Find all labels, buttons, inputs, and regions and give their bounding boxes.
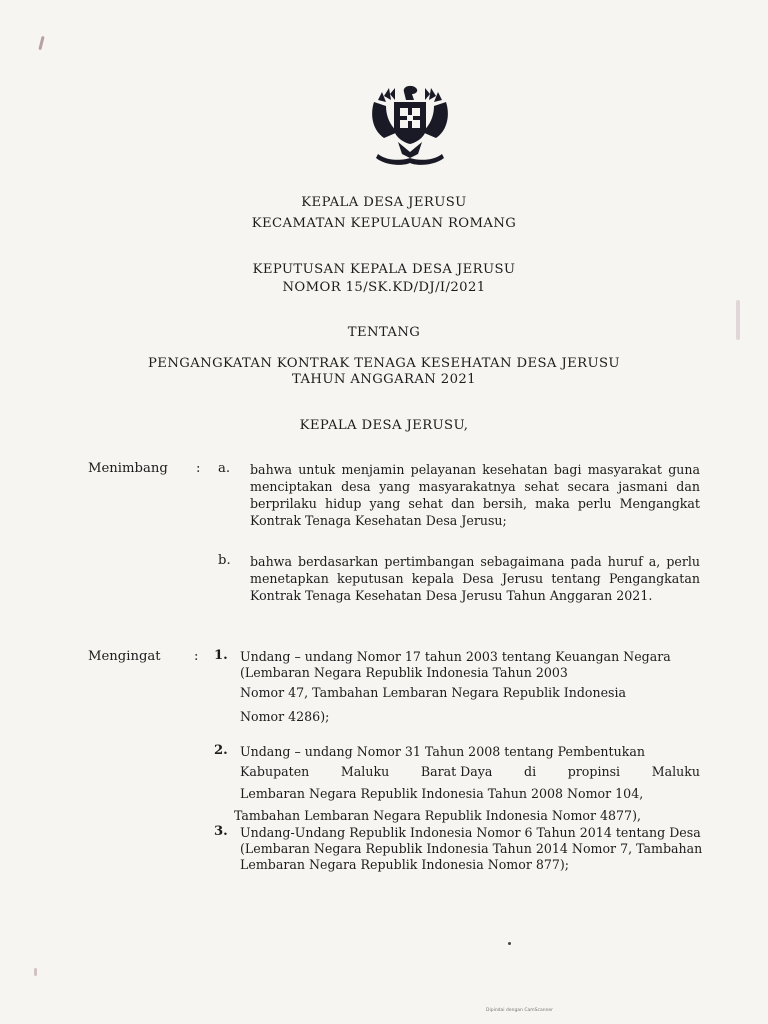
mengingat-3-marker: 3.: [214, 824, 228, 839]
word: Maluku: [651, 764, 700, 779]
word: Kabupaten: [240, 764, 310, 779]
mengingat-2-line-1: Undang – undang Nomor 31 Tahun 2008 tentang Pembentukan: [240, 744, 645, 759]
scan-speck: [508, 942, 511, 945]
mengingat-1-marker: 1.: [214, 648, 228, 663]
menimbang-a-marker: a.: [218, 461, 231, 476]
mengingat-2-line-4: Tambahan Lembaran Negara Republik Indonesia Nomor 4877),: [234, 808, 641, 823]
menimbang-b-text: bahwa berdasarkan pertimbangan sebagaimana pada huruf a, perlu menetapkan keputusan kepala Desa Jerusu tentang Pengangkatan Kontrak Tenaga Kesehatan Desa Jerusu Tahun Anggaran 2021.: [250, 554, 700, 603]
subject-line-1: PENGANGKATAN KONTRAK TENAGA KESEHATAN DESA JERUSU: [148, 356, 620, 371]
subject-line-2: TAHUN ANGGARAN 2021: [292, 372, 476, 387]
mengingat-1-line-2: (Lembaran Negara Republik Indonesia Tahun 2003: [240, 665, 568, 680]
mengingat-1-line-4: Nomor 4286);: [240, 709, 330, 724]
mengingat-2-marker: 2.: [214, 743, 228, 758]
village-head-title: KEPALA DESA JERUSU: [301, 195, 467, 210]
word: Barat Daya: [420, 764, 493, 779]
mengingat-2-line-2: [240, 764, 700, 779]
garuda-emblem-icon: [364, 82, 456, 166]
menimbang-colon: :: [196, 461, 201, 476]
issuer-heading: KEPALA DESA JERUSU,: [299, 418, 469, 433]
mengingat-colon: :: [194, 649, 199, 664]
mengingat-1-line-3: Nomor 47, Tambahan Lembaran Negara Republik Indonesia: [240, 685, 627, 700]
district-title: KECAMATAN KEPULAUAN ROMANG: [251, 216, 517, 231]
scanner-watermark: Dipindai dengan CamScanner: [486, 1008, 554, 1013]
mengingat-3-line-1: Undang-Undang Republik Indonesia Nomor 6 Tahun 2014 tentang Desa: [240, 825, 701, 840]
scan-speck: [38, 36, 44, 50]
word: propinsi: [567, 764, 621, 779]
decree-title: KEPUTUSAN KEPALA DESA JERUSU: [252, 262, 516, 277]
decree-number: NOMOR 15/SK.KD/DJ/I/2021: [282, 280, 486, 295]
mengingat-3-line-2: (Lembaran Negara Republik Indonesia Tahun 2014 Nomor 7, Tambahan: [240, 841, 703, 856]
about-heading: TENTANG: [347, 325, 421, 340]
menimbang-b-marker: b.: [218, 553, 231, 568]
scan-speck: [34, 968, 37, 976]
menimbang-label: Menimbang: [88, 461, 168, 476]
menimbang-a-text: bahwa untuk menjamin pelayanan kesehatan bagi masyarakat guna menciptakan desa yang masyarakatnya sehat secara jasmani dan berprilaku hidup yang sehat dan bersih, maka perlu Mengangkat Kontrak Tenaga Kesehatan Desa Jerusu;: [250, 462, 700, 528]
mengingat-2-line-3: Lembaran Negara Republik Indonesia Tahun 2008 Nomor 104,: [240, 786, 644, 801]
word: Maluku: [340, 764, 390, 779]
mengingat-label: Mengingat: [88, 649, 161, 664]
word: di: [524, 764, 537, 779]
mengingat-3-line-3: Lembaran Negara Republik Indonesia Nomor 877);: [240, 857, 570, 872]
mengingat-1-line-1: Undang – undang Nomor 17 tahun 2003 tentang Keuangan Negara: [240, 649, 671, 664]
